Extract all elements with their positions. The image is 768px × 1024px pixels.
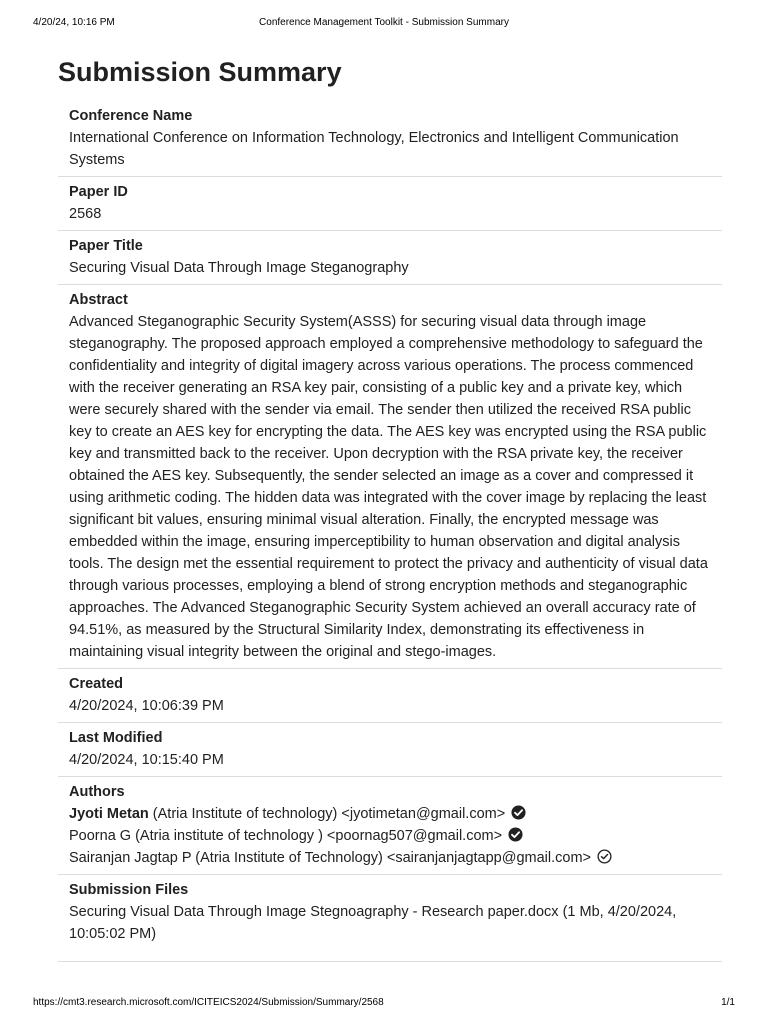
print-window-title: Conference Management Toolkit - Submission Summary [259,17,509,28]
last-modified-row [58,723,722,777]
print-header [33,16,735,30]
author-details: (Atria institute of technology ) <poornag507@gmail.com> [131,828,503,844]
author-name: Sairanjan Jagtap P [69,850,192,866]
author-details: (Atria Institute of technology) <jyotimetan@gmail.com> [148,806,506,822]
paper-id-row [58,177,722,231]
paper-id-value: 2568 [69,206,102,222]
abstract-label: Abstract [69,292,128,308]
verified-filled-icon [508,827,523,842]
paper-title-row [58,231,722,285]
print-footer [33,996,735,1010]
paper-title-value: Securing Visual Data Through Image Steganography [69,260,409,276]
authors-label: Authors [69,784,125,800]
page-title: Submission Summary [58,57,342,87]
created-value: 4/20/2024, 10:06:39 PM [69,698,224,714]
author-name: Poorna G [69,828,132,844]
created-label: Created [69,676,123,692]
print-datetime: 4/20/24, 10:16 PM [33,17,115,28]
last-modified-label: Last Modified [69,730,163,746]
submission-files-label: Submission Files [69,882,189,898]
submission-files-row [58,875,722,962]
author-details: (Atria Institute of Technology) <sairanjanjagtapp@gmail.com> [191,850,592,866]
verified-outline-icon [597,849,612,864]
conference-row [58,101,722,177]
author-item [69,825,711,847]
abstract-row [58,285,722,669]
authors-row [58,777,722,875]
abstract-text: Advanced Steganographic Security System(ASSS) for securing visual data through image steganography. The proposed approach employed a comprehensive methodology to safeguard the confidentiality and integrity of digital imagery across various operations. The process commenced with the receiver generating an RSA key pair, consisting of a public key and a private key, which were securely shared with the sender via email. The sender then utilized the received RSA public key to create an AES key for encrypting the data. The AES key was encrypted using the RSA public key and transmitted back to the receiver. Upon decryption with the RSA private key, the receiver obtained the AES key. Subsequently, the sender selected an image as a cover and compressed it using arithmetic coding. The hidden data was integrated with the cover image by replacing the least significant bit values, ensuring minimal visual alteration. Finally, the encrypted message was embedded within the image, ensuring imperceptibility to human observation and digital analysis tools. The design met the essential requirement to protect the privacy and authenticity of visual data through various processes, employing a blend of strong encryption methods and steganographic approaches. The Advanced Steganographic Security System achieved an overall accuracy rate of 94.51%, as measured by the Structural Similarity Index, demonstrating its effectiveness in maintaining visual integrity between the original and stego-images. [69,314,708,660]
verified-filled-icon [511,805,526,820]
conference-name-value: International Conference on Information Technology, Electronics and Intelligent Communication Systems [69,130,679,168]
print-url: https://cmt3.research.microsoft.com/ICITEICS2024/Submission/Summary/2568 [33,997,384,1008]
paper-id-label: Paper ID [69,184,128,200]
last-modified-value: 4/20/2024, 10:15:40 PM [69,752,224,768]
author-item [69,803,711,825]
paper-title-label: Paper Title [69,238,143,254]
conference-name-label: Conference Name [69,108,193,124]
submission-summary-table [58,101,722,962]
submission-file-link[interactable]: Securing Visual Data Through Image Stegnoagraphy - Research paper.docx (1 Mb, 4/20/2024, 10:05:02 PM) [69,904,677,942]
print-page-count: 1/1 [721,997,735,1008]
created-row [58,669,722,723]
author-name: Jyoti Metan [69,806,149,822]
author-item [69,847,711,869]
